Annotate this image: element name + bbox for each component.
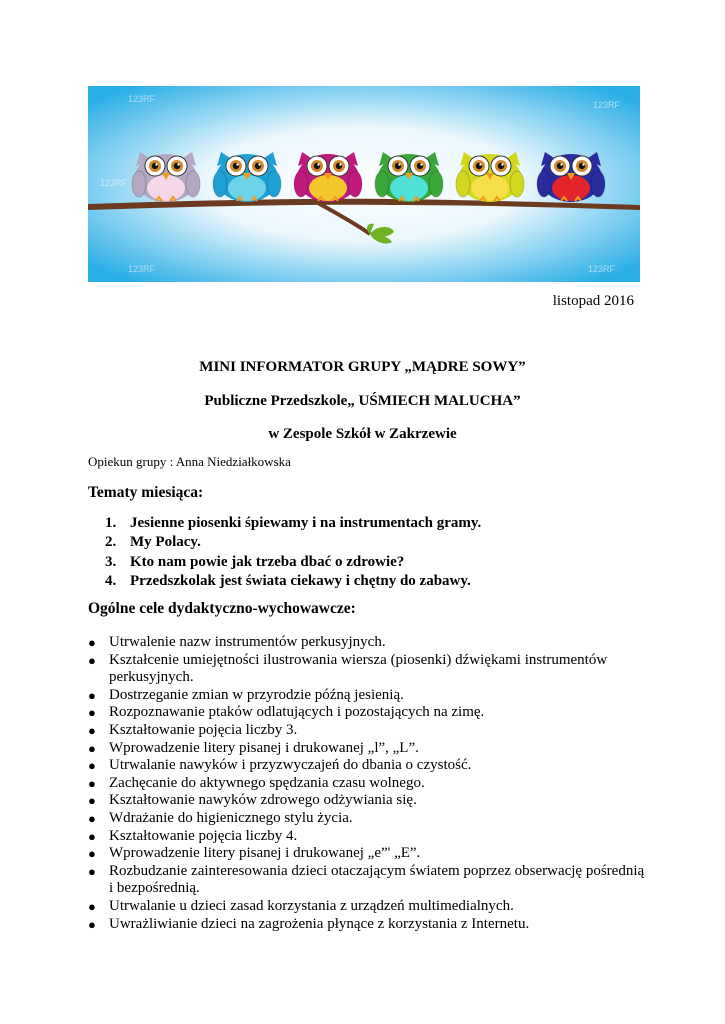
- watermark-text: 123RF: [593, 100, 621, 110]
- bullet-icon: ●: [88, 705, 96, 721]
- owl-icon: [213, 152, 281, 202]
- list-item-text: Uwrażliwianie dzieci na zagrożenia płynące z korzystania z Internetu.: [109, 915, 530, 932]
- list-item-text: Dostrzeganie zmian w przyrodzie późną jesienią.: [109, 686, 404, 703]
- list-number: 1.: [105, 515, 117, 531]
- list-item: [88, 572, 481, 591]
- watermark-text: 123RF: [128, 264, 156, 274]
- list-item-text: Jesienne piosenki śpiewamy i na instrumentach gramy.: [130, 515, 482, 531]
- list-item: [88, 828, 648, 846]
- list-item: [88, 810, 648, 828]
- list-item-text: Wprowadzenie litery pisanej i drukowanej „l”, „L”.: [109, 739, 419, 756]
- list-item: [88, 533, 481, 552]
- owl-icon: [456, 152, 524, 202]
- topics-heading: Tematy miesiąca:: [88, 484, 204, 501]
- list-item-text: Kształcenie umiejętności ilustrowania wiersza (piosenki) dźwiękami instrumentów perkusyjnych.: [109, 651, 608, 686]
- bullet-icon: ●: [88, 863, 96, 879]
- bullet-icon: ●: [88, 898, 96, 914]
- watermark-text: 123RF: [588, 264, 616, 274]
- bullet-icon: ●: [88, 687, 96, 703]
- list-item: [88, 553, 481, 572]
- list-item-text: Utrwalenie nazw instrumentów perkusyjnych.: [109, 634, 386, 650]
- document-title: MINI INFORMATOR GRUPY „MĄDRE SOWY”: [199, 359, 526, 375]
- list-item: [88, 634, 648, 652]
- list-item-text: Zachęcanie do aktywnego spędzania czasu wolnego.: [109, 774, 425, 791]
- list-item: [88, 514, 481, 533]
- list-item: [88, 687, 648, 705]
- bullet-icon: ●: [88, 916, 96, 932]
- list-item-text: Kształtowanie pojęcia liczby 3.: [109, 721, 298, 738]
- list-item-text: Wdrażanie do higienicznego stylu życia.: [109, 809, 353, 826]
- date: listopad 2016: [552, 293, 634, 309]
- owl-icon: [294, 152, 362, 202]
- bullet-icon: ●: [88, 758, 96, 774]
- owl-icon: [537, 152, 605, 202]
- topics-list: [88, 514, 481, 592]
- list-number: 3.: [105, 553, 117, 570]
- owl-icon: [132, 152, 200, 202]
- bullet-icon: ●: [88, 635, 96, 650]
- list-item-text: Utrwalanie u dzieci zasad korzystania z urządzeń multimedialnych.: [109, 897, 514, 914]
- list-item-text: Rozbudzanie zainteresowania dzieci otaczającym światem poprzez obserwację pośrednią i bezpośrednią.: [109, 862, 645, 897]
- list-item: [88, 898, 648, 916]
- list-number: 2.: [105, 534, 117, 551]
- bullet-icon: ●: [88, 722, 96, 738]
- bullet-icon: ●: [88, 846, 96, 862]
- bullet-icon: ●: [88, 740, 96, 756]
- list-item: [88, 757, 648, 775]
- bullet-icon: ●: [88, 828, 96, 844]
- list-item-text: Kształtowanie pojęcia liczby 4.: [109, 827, 298, 844]
- list-item-text: Przedszkolak jest świata ciekawy i chętny do zabawy.: [130, 573, 471, 590]
- list-item-text: Kształtowanie nawyków zdrowego odżywiania się.: [109, 792, 417, 809]
- list-item: [88, 740, 648, 758]
- goals-list: [88, 634, 648, 933]
- list-item: [88, 792, 648, 810]
- kindergarten-name: Publiczne Przedszkole„ UŚMIECH MALUCHA”: [204, 393, 521, 409]
- bullet-icon: ●: [88, 810, 96, 826]
- list-item-text: Kto nam powie jak trzeba dbać o zdrowie?: [130, 553, 405, 570]
- list-item: [88, 845, 648, 863]
- list-item-text: Wprowadzenie litery pisanej i drukowanej „e”' „E”.: [109, 845, 421, 862]
- goals-heading: Ogólne cele dydaktyczno-wychowawcze:: [88, 600, 356, 617]
- list-item: [88, 722, 648, 740]
- list-item: [88, 916, 648, 934]
- school-name: w Zespole Szkół w Zakrzewie: [268, 426, 457, 442]
- list-item-text: Utrwalanie nawyków i przyzwyczajeń do dbania o czystość.: [109, 757, 472, 774]
- owl-icon: [375, 152, 443, 202]
- list-item: [88, 863, 648, 898]
- list-number: 4.: [105, 573, 117, 590]
- bullet-icon: ●: [88, 775, 96, 791]
- list-item-text: My Polacy.: [130, 534, 201, 551]
- watermark-text: 123RF: [128, 94, 156, 104]
- bullet-icon: ●: [88, 793, 96, 809]
- list-item: [88, 775, 648, 793]
- group-guardian: Opiekun grupy : Anna Niedziałkowska: [88, 454, 291, 469]
- list-item: [88, 704, 648, 722]
- list-item-text: Rozpoznawanie ptaków odlatujących i pozostających na zimę.: [109, 704, 485, 721]
- owls-illustration: [88, 86, 640, 282]
- owls-banner: [88, 86, 640, 282]
- watermark-text: 123RF: [100, 178, 128, 188]
- bullet-icon: ●: [88, 652, 96, 668]
- list-item: [88, 652, 648, 687]
